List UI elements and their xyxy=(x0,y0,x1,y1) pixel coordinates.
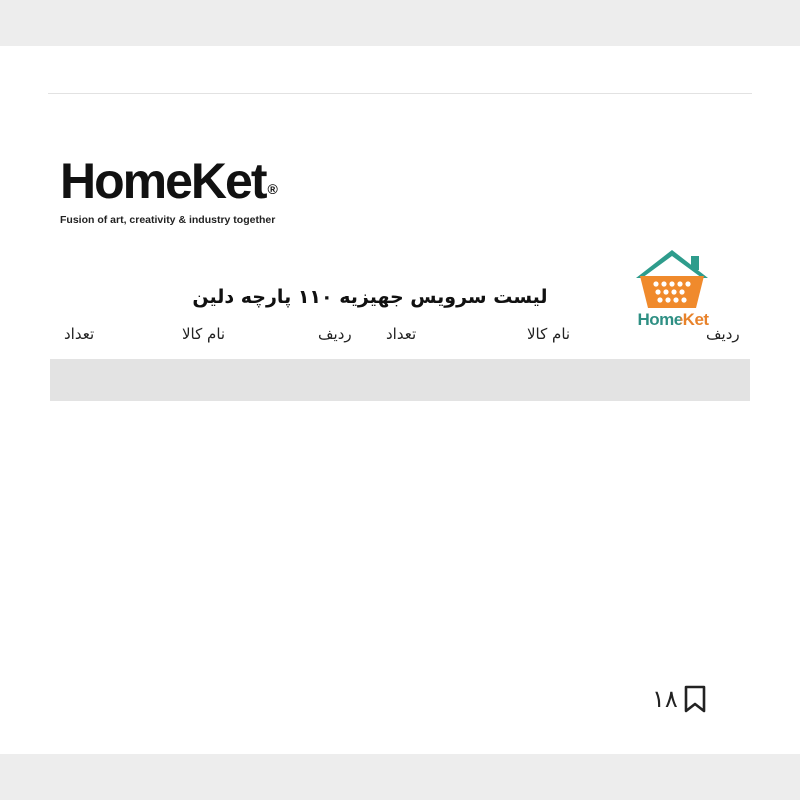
divider xyxy=(48,93,752,94)
brand-header xyxy=(60,152,276,226)
save-count: ۱۸ xyxy=(652,685,678,713)
brand-tagline: Fusion of art, creativity & industry together xyxy=(60,214,276,226)
header-qty-right: تعداد xyxy=(386,325,417,343)
brand-logo: HomeKet ® xyxy=(60,153,276,209)
save-counter[interactable] xyxy=(652,684,708,714)
document-sheet xyxy=(0,46,800,754)
header-name-left: نام کالا xyxy=(182,325,226,343)
header-row-left: ردیف xyxy=(318,325,352,343)
header-qty-left: تعداد xyxy=(64,325,95,343)
table-header xyxy=(50,359,750,401)
side-logo-wordmark: HomeKet xyxy=(626,310,720,330)
bookmark-icon[interactable] xyxy=(682,684,708,714)
list-title: لیست سرویس جهیزیه ۱۱۰ پارچه دلین xyxy=(192,286,548,308)
header-name-right: نام کالا xyxy=(527,325,571,343)
header-row-right: ردیف xyxy=(706,325,740,343)
